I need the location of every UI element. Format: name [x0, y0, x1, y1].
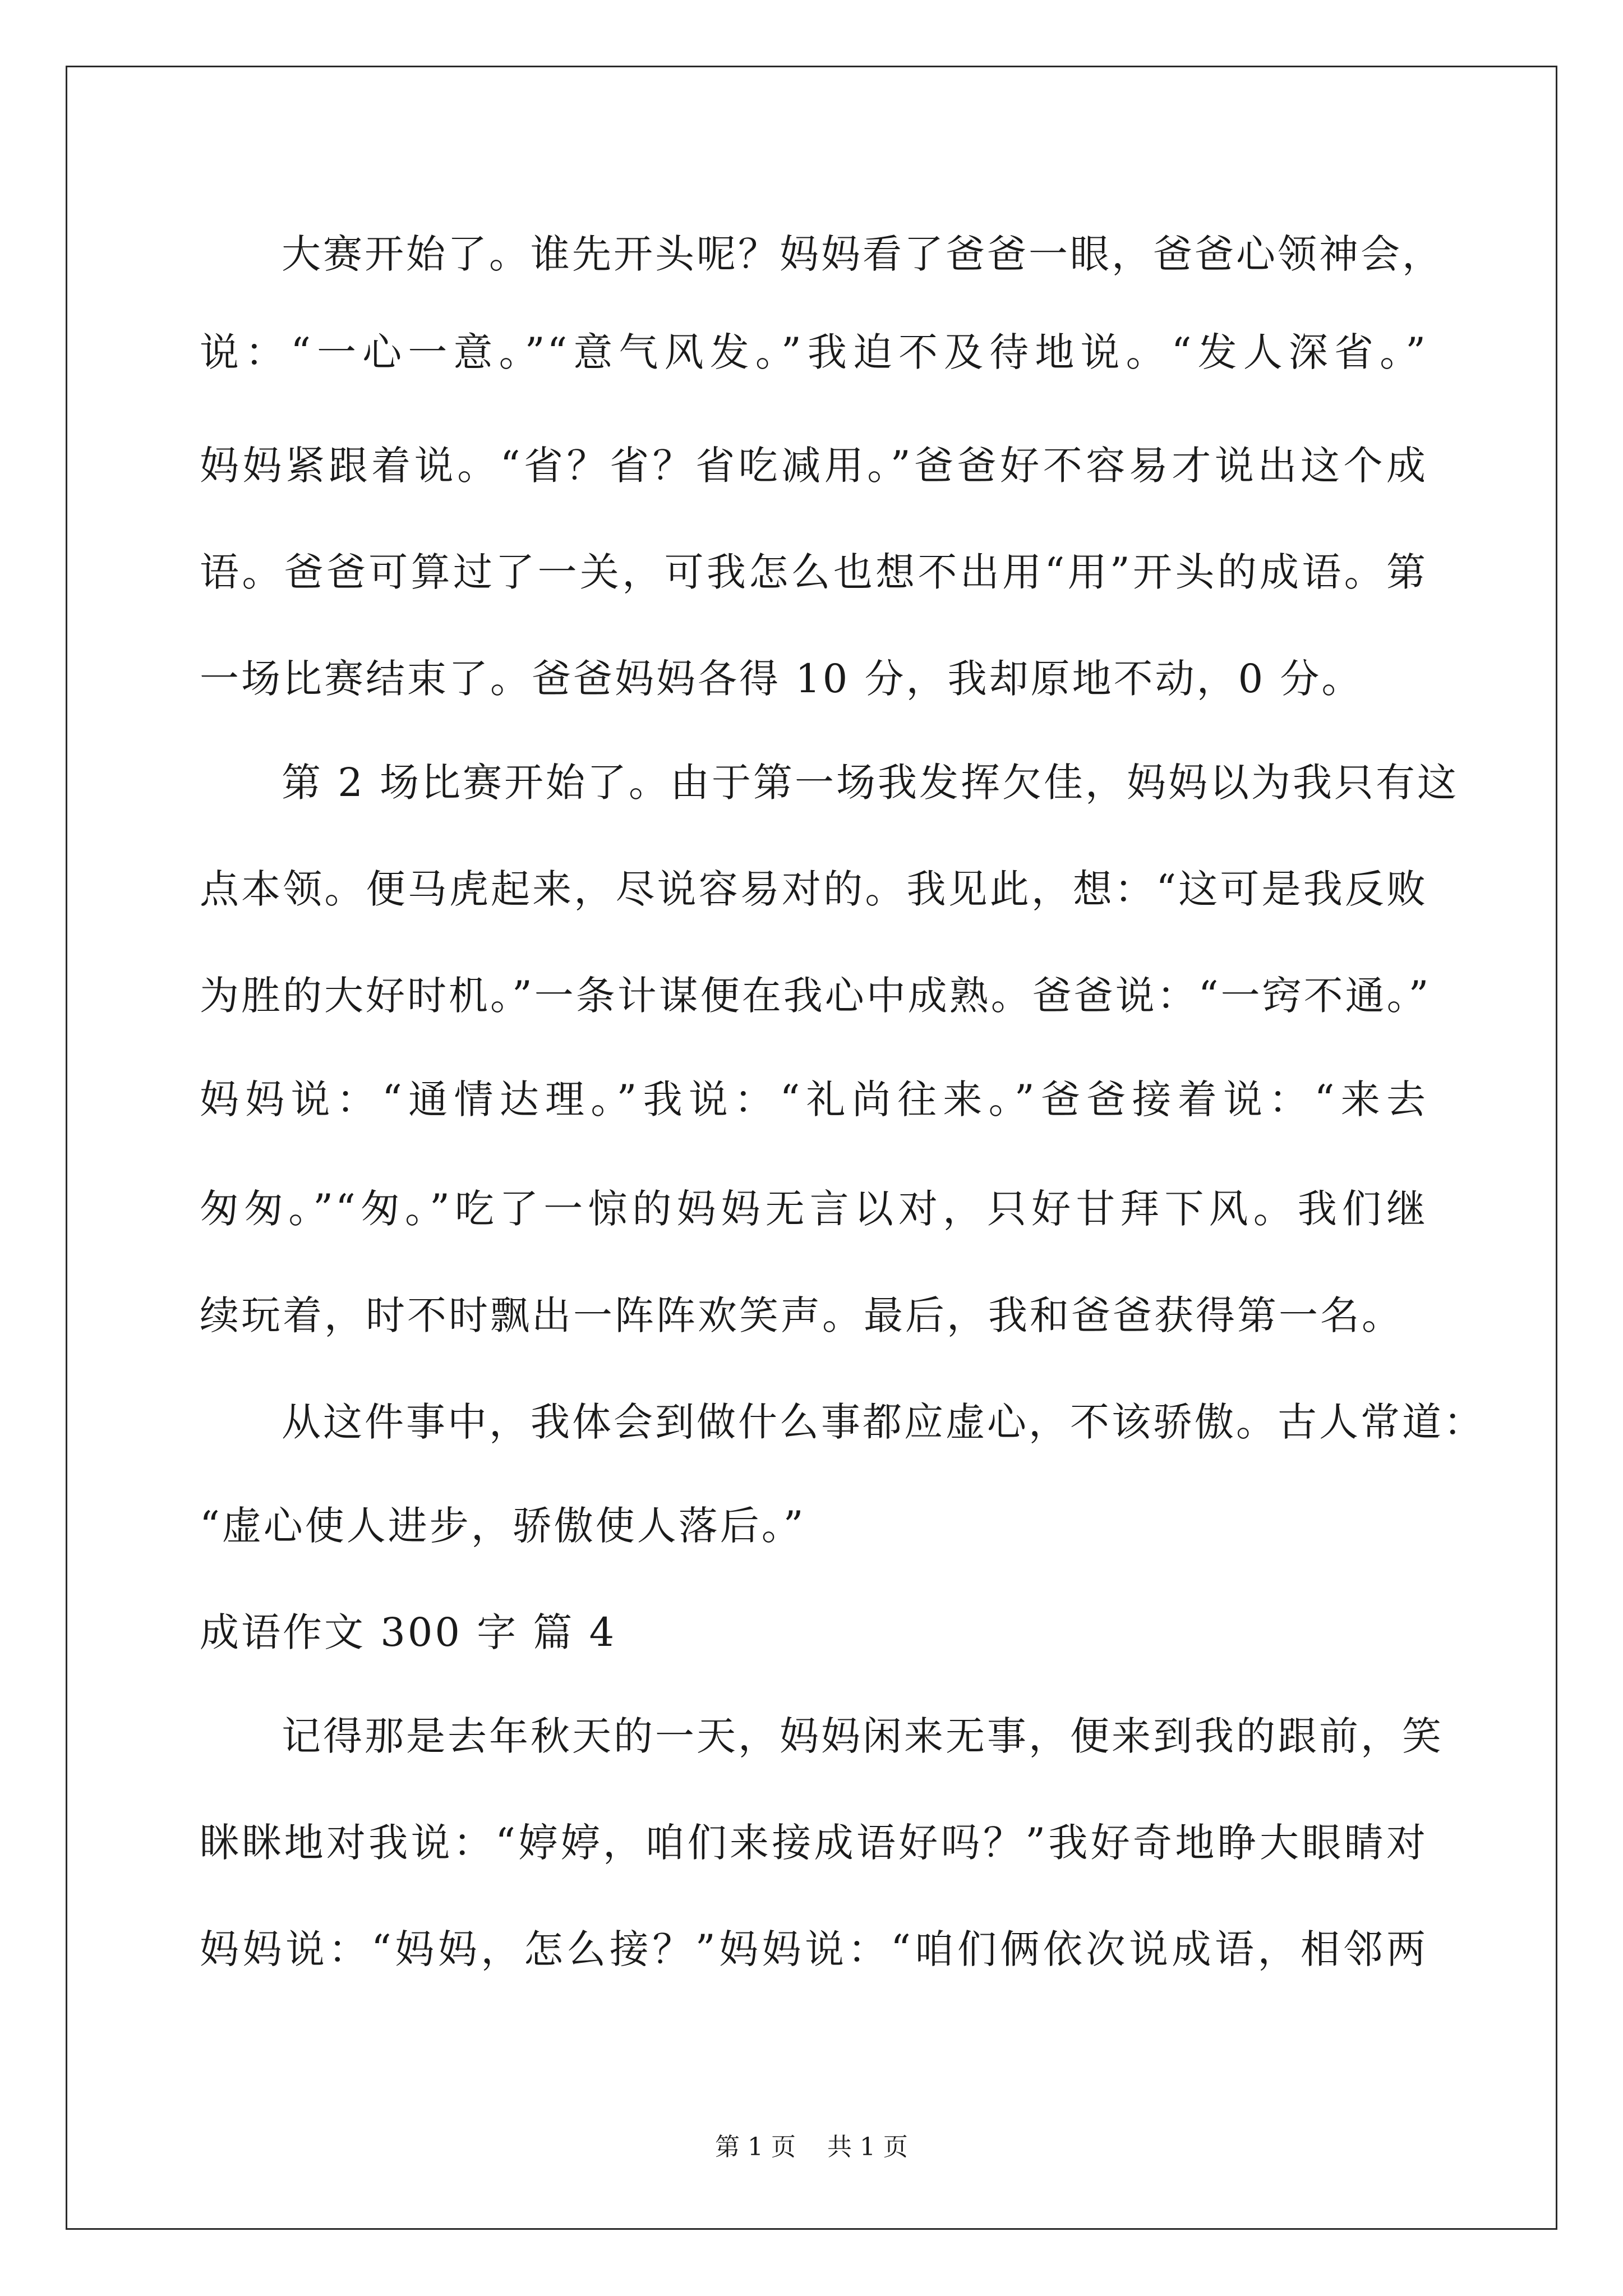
section-heading: 成语作文 300 字 篇 4	[200, 1609, 617, 1655]
body-line: 记得那是去年秋天的一天，妈妈闲来无事，便来到我的跟前，笑	[282, 1713, 1444, 1759]
body-line: 妈妈说：“通情达理。”我说：“礼尚往来。”爸爸接着说：“来去	[200, 1076, 1428, 1122]
body-line: 一场比赛结束了。爸爸妈妈各得 10 分，我却原地不动，0 分。	[200, 656, 1363, 702]
page-frame	[66, 66, 1557, 2230]
body-line: 妈妈紧跟着说。“省？省？省吃减用。”爸爸好不容易才说出这个成	[200, 443, 1428, 489]
body-line: 匆匆。”“匆。”吃了一惊的妈妈无言以对，只好甘拜下风。我们继	[200, 1186, 1428, 1232]
body-line: 续玩着，时不时飘出一阵阵欢笑声。最后，我和爸爸获得第一名。	[200, 1292, 1403, 1338]
body-line: 语。爸爸可算过了一关，可我怎么也想不出用“用”开头的成语。第	[200, 549, 1428, 595]
body-line: 第 2 场比赛开始了。由于第一场我发挥欠佳，妈妈以为我只有这	[282, 760, 1459, 806]
body-line: 点本领。便马虎起来，尽说容易对的。我见此，想：“这可是我反败	[200, 866, 1428, 912]
body-line: 说：“一心一意。”“意气风发。”我迫不及待地说。“发人深省。”	[200, 329, 1428, 375]
body-line: 眯眯地对我说：“婷婷，咱们来接成语好吗？”我好奇地睁大眼睛对	[200, 1820, 1428, 1866]
page-footer: 第 1 页 共 1 页	[715, 2133, 908, 2161]
body-line: 妈妈说：“妈妈，怎么接？”妈妈说：“咱们俩依次说成语，相邻两	[200, 1926, 1428, 1972]
body-line: 大赛开始了。谁先开头呢？妈妈看了爸爸一眼，爸爸心领神会，	[282, 231, 1444, 277]
body-line: 从这件事中，我体会到做什么事都应虚心，不该骄傲。古人常道：	[282, 1399, 1485, 1445]
body-line: 为胜的大好时机。”一条计谋便在我心中成熟。爸爸说：“一窍不通。”	[200, 973, 1431, 1019]
body-line: “虚心使人进步，骄傲使人落后。”	[200, 1503, 806, 1549]
